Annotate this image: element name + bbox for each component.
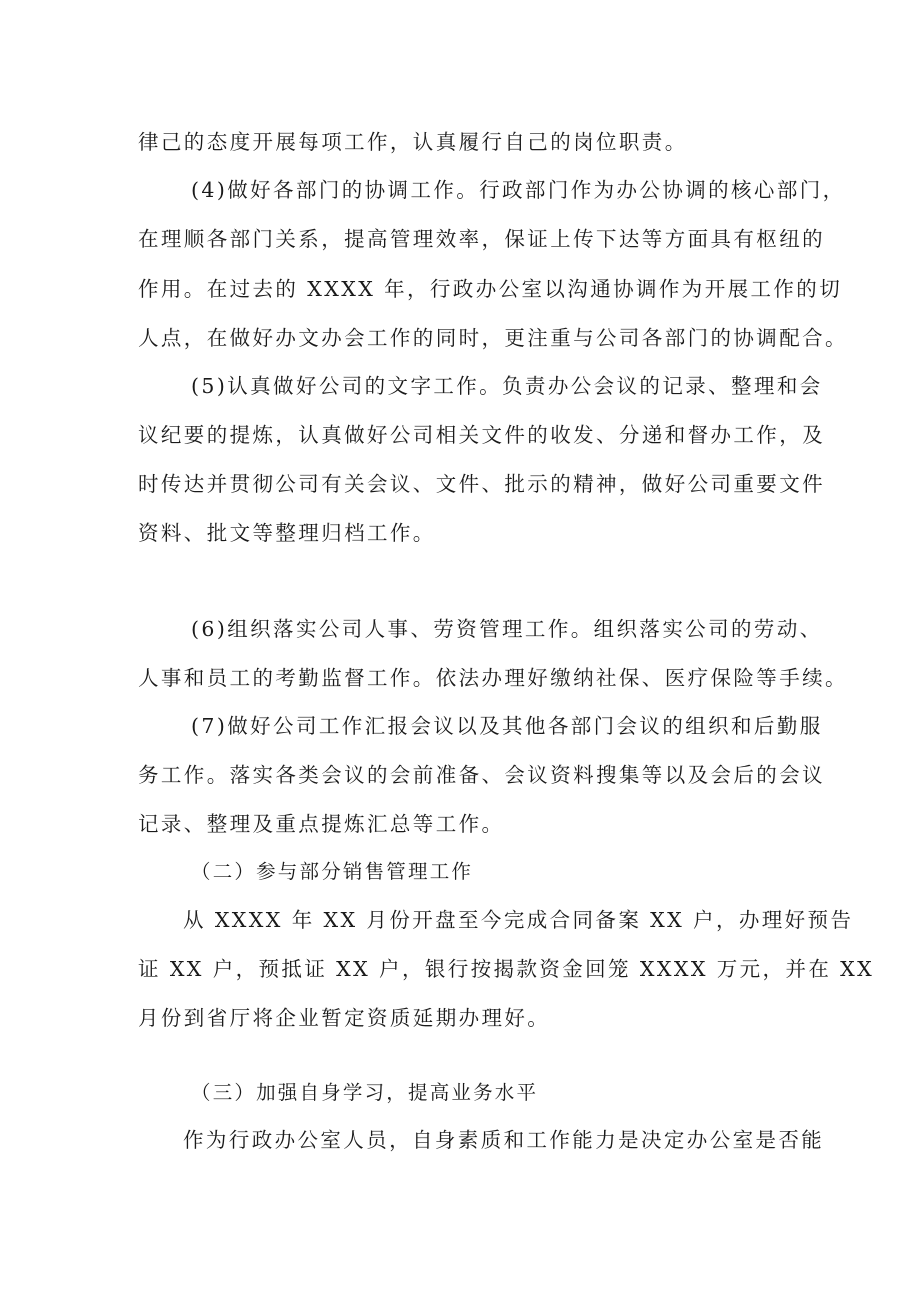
text-line: 月份到省厅将企业暂定资质延期办理好。 <box>138 1006 551 1030</box>
text-line-item-7: (7)做好公司工作汇报会议以及其他各部门会议的组织和后勤服 <box>191 714 823 738</box>
text-line: 议纪要的提炼，认真做好公司相关文件的收发、分递和督办工作，及 <box>138 423 825 447</box>
text-line: 在理顺各部门关系，提高管理效率，保证上传下达等方面具有枢纽的 <box>138 227 825 251</box>
text-line: 资料、批文等整理归档工作。 <box>138 521 436 545</box>
text-line: 时传达并贯彻公司有关会议、文件、批示的精神，做好公司重要文件 <box>138 472 825 496</box>
text-line: 人点，在做好办文办会工作的同时，更注重与公司各部门的协调配合。 <box>138 326 848 350</box>
text-line: 作为行政办公室人员，自身素质和工作能力是决定办公室是否能 <box>183 1128 825 1152</box>
text-line: 从 XXXX 年 XX 月份开盘至今完成合同备案 XX 户，办理好预告 <box>183 908 854 932</box>
text-line-item-5: (5)认真做好公司的文字工作。负责办公会议的记录、整理和会 <box>191 374 823 398</box>
text-line: 律己的态度开展每项工作，认真履行自己的岗位职责。 <box>138 130 688 154</box>
text-line: 务工作。落实各类会议的会前准备、会议资料搜集等以及会后的会议 <box>138 763 825 787</box>
section-heading-2: （二）参与部分销售管理工作 <box>191 860 474 883</box>
text-line: 证 XX 户，预抵证 XX 户，银行按揭款资金回笼 XXXX 万元，并在 XX <box>138 957 875 981</box>
text-line: 人事和员工的考勤监督工作。依法办理好缴纳社保、医疗保险等手续。 <box>138 666 848 690</box>
text-line: 记录、整理及重点提炼汇总等工作。 <box>138 812 505 836</box>
text-line-item-4: (4)做好各部门的协调工作。行政部门作为办公协调的核心部门， <box>191 178 846 202</box>
text-line: 作用。在过去的 XXXX 年，行政办公室以沟通协调作为开展工作的切 <box>138 277 843 301</box>
text-line-item-6: (6)组织落实公司人事、劳资管理工作。组织落实公司的劳动、 <box>191 617 823 641</box>
section-heading-3: （三）加强自身学习，提高业务水平 <box>191 1081 539 1104</box>
